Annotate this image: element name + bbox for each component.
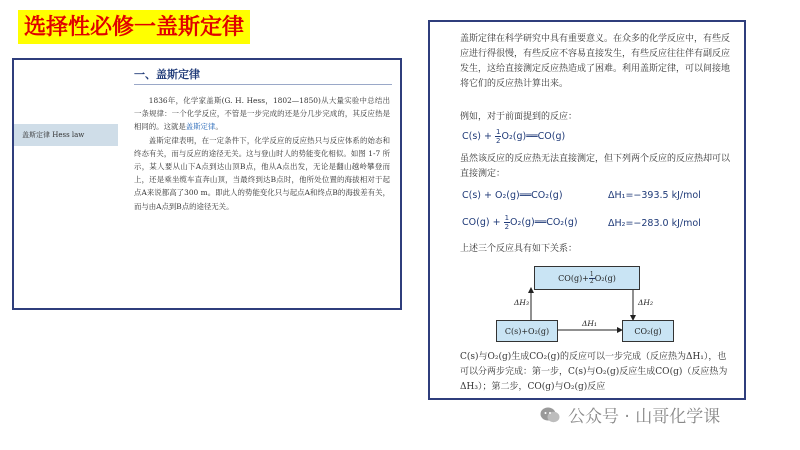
side-term-tag: 盖斯定律 Hess law — [14, 124, 118, 146]
para1-text: 1836年，化学家盖斯(G. H. Hess，1802—1850)从大量实验中总结出一条规律：一个化学反应，不管是一步完成的还是分几步完成的，其反应热是相同的。这就是 — [134, 96, 390, 132]
eq1-left: C(s) + — [462, 131, 495, 142]
eq3-left: CO(g) + — [462, 217, 504, 228]
slide-title: 选择性必修一盖斯定律 — [18, 10, 250, 44]
paragraph-1 — [134, 94, 390, 134]
example-intro: 例如，对于前面提到的反应： — [460, 112, 578, 122]
equation-3 — [462, 214, 578, 231]
paragraph-2: 盖斯定律表明，在一定条件下，化学反应的反应热只与反应体系的始态和终态有关，而与反应的途径无关。这与登山时人的势能变化相似。如图 1-7 所示，某人要从山下A点到达山顶B点，他从A点出发，无论是翻山越岭攀登而上，还是乘坐缆车直奔山顶，当最终到达B点时，他所处位置的海拔相对于起点A来说都高了300 m。即此人的势能变化只与起点A和终点B的海拔差有关，而与由A点到B点的途径无关。 — [134, 135, 390, 211]
eq3-frac-num: 1 — [504, 214, 510, 222]
box-product: CO₂(g) — [622, 320, 674, 342]
right-paragraph-2: 虽然该反应的反应热无法直接测定，但下列两个反应的反应热却可以直接测定： — [460, 154, 731, 179]
box-top-a: CO(g)+ — [558, 273, 589, 283]
equation-3-enthalpy: ΔH₂=−283.0 kJ/mol — [608, 218, 701, 229]
label-delta-h3: ΔH₃ — [514, 298, 529, 307]
equation-2-enthalpy: ΔH₁=−393.5 kJ/mol — [608, 190, 701, 201]
box-reactants: C(s)+O₂(g) — [496, 320, 558, 342]
eq1-frac-den: 2 — [496, 137, 501, 145]
right-paragraph-4: C(s)与O₂(g)生成CO₂(g)的反应可以一步完成（反应热为ΔH₁），也可以分两步完成：第一步，C(s)与O₂(g)反应生成CO(g)（反应热为ΔH₃）；第二步，CO(g)与O₂(g)反应 — [460, 352, 728, 392]
right-paragraph-1: 盖斯定律在科学研究中具有重要意义。在众多的化学反应中，有些反应进行得很慢，有些反应不容易直接发生，有些反应往往伴有副反应发生，这给直接测定反应热造成了困难。利用盖斯定律，可以间接地将它们的反应热计算出来。 — [460, 34, 731, 89]
label-delta-h1: ΔH₁ — [582, 319, 597, 328]
eq3-right: O₂(g)══CO₂(g) — [510, 217, 578, 228]
watermark — [540, 402, 720, 427]
textbook-excerpt-left — [12, 58, 402, 310]
box-frac-num: 1 — [589, 270, 594, 278]
equation-2: C(s) + O₂(g)══CO₂(g) — [462, 190, 563, 201]
hess-cycle-diagram — [496, 262, 676, 342]
eq1-right: O₂(g)══CO(g) — [501, 131, 566, 142]
body-text — [134, 94, 390, 213]
section-heading: 一、盖斯定律 — [134, 68, 200, 81]
highlight-term: 盖斯定律 — [185, 122, 216, 132]
wechat-icon — [540, 406, 560, 424]
equation-1 — [462, 128, 565, 145]
box-intermediate — [534, 266, 640, 290]
watermark-text: 公众号 · 山哥化学课 — [568, 407, 721, 427]
textbook-excerpt-right — [428, 20, 746, 400]
heading-rule — [134, 84, 392, 85]
box-frac-den: 2 — [589, 277, 594, 285]
eq3-frac-den: 2 — [504, 223, 510, 231]
right-paragraph-3: 上述三个反应具有如下关系： — [460, 244, 578, 254]
label-delta-h2: ΔH₂ — [638, 298, 653, 307]
eq1-frac-num: 1 — [496, 128, 501, 136]
para1-end: 。 — [215, 122, 223, 132]
box-top-b: O₂(g) — [594, 273, 616, 283]
